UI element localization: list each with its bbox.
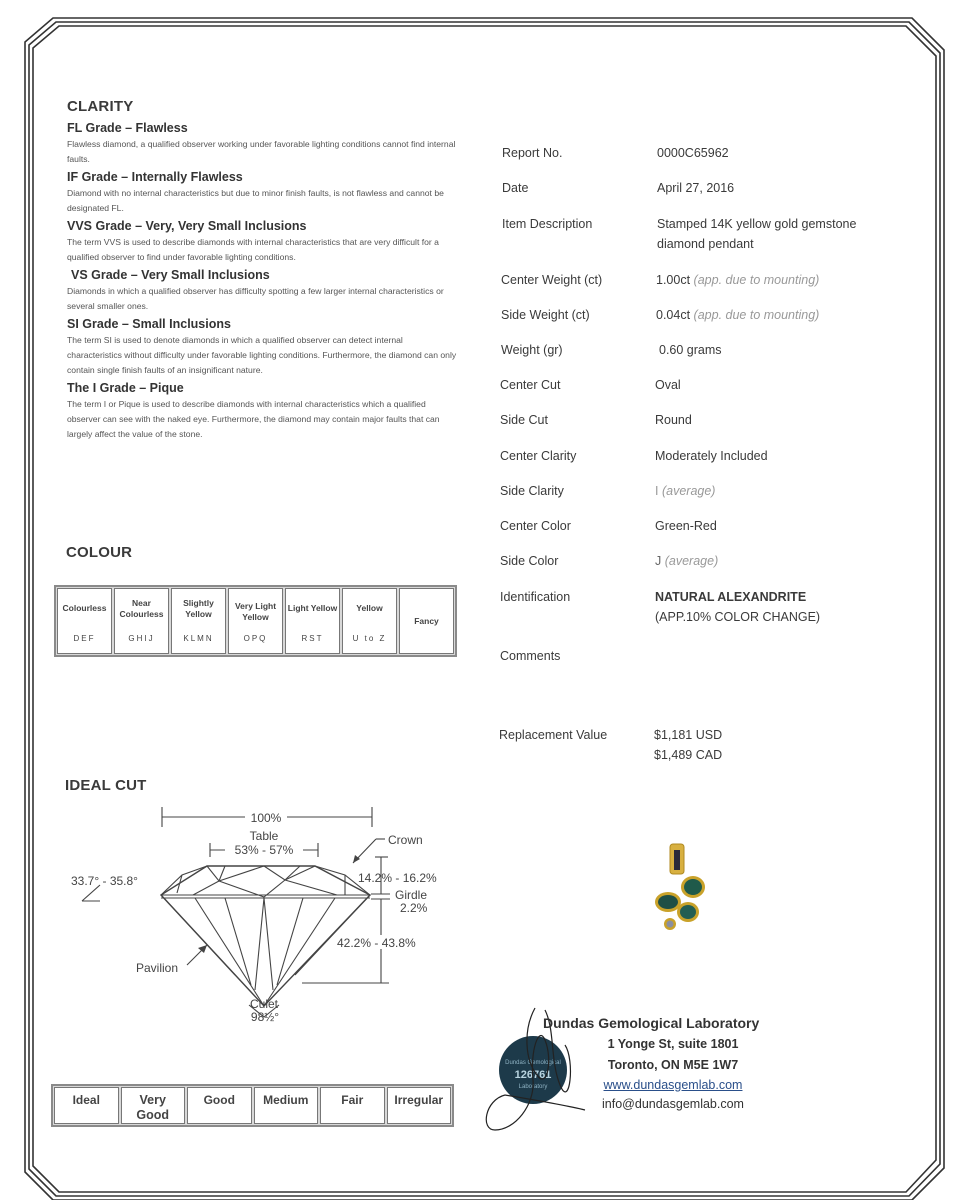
colour-cell-fancy	[399, 588, 454, 654]
colour-letters: U to Z	[352, 634, 387, 643]
field-value: Moderately Included	[655, 449, 768, 463]
field-value: 0.04ct	[656, 308, 691, 322]
crown-angle: 33.7° - 35.8°	[71, 874, 138, 888]
field-side-weight	[501, 305, 819, 325]
colour-letters: KLMN	[183, 634, 214, 643]
field-side-cut	[500, 410, 692, 430]
field-label: Side Clarity	[500, 484, 564, 498]
colour-cell-slightly-yellow	[171, 588, 226, 654]
colour-cell-yellow	[342, 588, 397, 654]
clarity-grade-vs	[67, 266, 457, 314]
grade-title: FL Grade – Flawless	[67, 121, 188, 135]
colour-name: Light Yellow	[287, 603, 338, 613]
crown-label: Crown	[388, 833, 423, 847]
field-value: 0000C65962	[657, 146, 729, 160]
seal-number: 126761	[514, 1069, 552, 1081]
field-label: Report No.	[502, 146, 563, 160]
field-identification	[500, 587, 820, 627]
colour-cell-colourless	[57, 588, 112, 654]
grade-description: Diamonds in which a qualified observer has difficulty spotting a few larger internal characteristics or several smaller ones.	[67, 286, 444, 311]
crown-height: 14.2% - 16.2%	[358, 871, 437, 885]
pavilion-depth: 42.2% - 43.8%	[337, 936, 416, 950]
colour-name: Yellow	[356, 603, 383, 613]
field-label: Identification	[500, 590, 571, 604]
colour-cell-very-light-yellow	[228, 588, 283, 654]
grade-description: Flawless diamond, a qualified observer working under favorable lighting conditions cannot find internal faults.	[67, 139, 456, 164]
pavilion-label: Pavilion	[136, 961, 179, 975]
cut-grade-very-good: Very Good	[121, 1087, 186, 1124]
colour-name: Fancy	[414, 615, 439, 626]
grade-description: Diamond with no internal characteristics but due to minor finish faults, is not flawless and cannot be designated FL.	[67, 188, 444, 213]
clarity-section	[67, 98, 457, 443]
field-weight-gr	[501, 340, 722, 360]
field-value: April 27, 2016	[657, 181, 735, 195]
cut-grade-fair: Fair	[320, 1087, 385, 1124]
field-value-line2: $1,489 CAD	[654, 748, 723, 762]
girdle-value: 2.2%	[400, 901, 428, 915]
colour-name: Colourless	[62, 603, 107, 613]
grade-title: SI Grade – Small Inclusions	[67, 317, 231, 331]
cut-grade-ideal: Ideal	[54, 1087, 119, 1124]
field-item-description	[502, 214, 856, 254]
field-value: Oval	[655, 378, 681, 392]
clarity-grade-fl	[67, 119, 457, 167]
colour-scale-table	[54, 585, 457, 657]
field-label: Side Color	[500, 554, 559, 568]
field-value-line2: diamond pendant	[657, 237, 754, 251]
colour-cell-light-yellow	[285, 588, 340, 654]
clarity-grade-si	[67, 315, 457, 378]
culet-angle: 98½°	[250, 1010, 280, 1024]
grade-description: The term I or Pique is used to describe diamonds with internal characteristics which a qualified observer can see with the naked eye. Furthermore, the diamond may contain major faults that can largely affect the value of the stone.	[67, 399, 440, 439]
cut-grade-medium: Medium	[254, 1087, 319, 1124]
field-label: Center Color	[500, 519, 571, 533]
colour-name: Very Light Yellow	[234, 601, 277, 622]
lab-address-line2: Toronto, ON M5E 1W7	[607, 1058, 739, 1072]
colour-letters: OPQ	[243, 634, 268, 643]
diameter-label: 100%	[250, 811, 282, 825]
cut-grade-irregular: Irregular	[387, 1087, 452, 1124]
pendant-photo	[640, 840, 720, 945]
field-label: Side Weight (ct)	[501, 308, 590, 322]
field-comments	[500, 646, 655, 666]
field-value: Green-Red	[655, 519, 717, 533]
field-value: Stamped 14K yellow gold gemstone	[657, 217, 857, 231]
cut-grade-table	[51, 1084, 454, 1127]
field-label: Comments	[500, 649, 561, 663]
field-value: Round	[655, 413, 692, 427]
seal-text-2: Laboratory	[518, 1084, 548, 1090]
field-label: Item Description	[502, 217, 593, 231]
ideal-cut-diagram	[55, 795, 465, 1035]
lab-email: info@dundasgemlab.com	[602, 1097, 744, 1111]
grade-title: VVS Grade – Very, Very Small Inclusions	[67, 219, 307, 233]
field-value: NATURAL ALEXANDRITE	[655, 590, 807, 604]
colour-heading: COLOUR	[66, 544, 133, 561]
lab-name: Dundas Gemological Laboratory	[543, 1015, 760, 1031]
colour-cell-near-colourless	[114, 588, 169, 654]
field-center-clarity	[500, 446, 768, 466]
field-value: 1.00ct	[656, 273, 691, 287]
cut-grade-good: Good	[187, 1087, 252, 1124]
grade-title: The I Grade – Pique	[67, 381, 184, 395]
field-label: Center Weight (ct)	[501, 273, 603, 287]
field-side-color	[500, 551, 718, 571]
field-value: J	[655, 554, 662, 568]
grade-title: IF Grade – Internally Flawless	[67, 170, 243, 184]
field-center-cut	[500, 375, 681, 395]
table-label: Table	[249, 829, 279, 843]
grade-title: VS Grade – Very Small Inclusions	[71, 268, 270, 282]
field-label: Date	[502, 181, 529, 195]
colour-name: Near Colourless	[119, 597, 164, 619]
field-label: Weight (gr)	[501, 343, 563, 357]
clarity-grade-vvs	[67, 217, 457, 265]
colour-letters: RST	[301, 634, 324, 643]
grade-description: The term SI is used to denote diamonds in which a qualified observer can detect internal characteristics without difficulty under favorable lighting conditions. Furthermore, the diamond can only contain single finish faults of an insignificant nature.	[67, 335, 457, 375]
field-note: (app. due to mounting)	[693, 273, 820, 287]
table-range: 53% - 57%	[234, 843, 294, 857]
field-replacement-value	[499, 725, 722, 765]
field-report-no	[502, 143, 729, 163]
field-note: (app. due to mounting)	[693, 308, 820, 322]
grade-description: The term VVS is used to describe diamonds with internal characteristics that are very difficult for a qualified observer to find under favorable lighting conditions.	[67, 237, 439, 262]
field-value: I	[655, 484, 659, 498]
field-date	[502, 178, 734, 198]
lab-info	[543, 1012, 803, 1114]
clarity-grade-i	[67, 379, 457, 442]
lab-website-link[interactable]: www.dundasgemlab.com	[603, 1078, 743, 1092]
field-label: Side Cut	[500, 413, 548, 427]
culet-label: Culet	[249, 997, 279, 1011]
clarity-heading: CLARITY	[67, 98, 134, 115]
field-side-clarity	[500, 481, 715, 501]
girdle-label: Girdle	[395, 888, 428, 902]
field-value: $1,181 USD	[654, 728, 723, 742]
seal-text: Dundas Gemological	[505, 1060, 561, 1066]
colour-letters: GHIJ	[128, 634, 155, 643]
field-label: Center Clarity	[500, 449, 577, 463]
field-note: (average)	[661, 484, 716, 498]
field-center-weight	[501, 270, 819, 290]
field-center-color	[500, 516, 717, 536]
field-value-line2: (APP.10% COLOR CHANGE)	[655, 610, 821, 624]
lab-address-line1: 1 Yonge St, suite 1801	[607, 1037, 739, 1051]
field-note: (average)	[664, 554, 719, 568]
ideal-cut-heading: IDEAL CUT	[65, 777, 147, 794]
field-label: Center Cut	[500, 378, 561, 392]
clarity-grade-if	[67, 168, 457, 216]
field-value: 0.60 grams	[659, 343, 722, 357]
field-label: Replacement Value	[499, 728, 608, 742]
colour-letters: DEF	[73, 634, 96, 643]
colour-name: Slightly Yellow	[183, 597, 214, 619]
